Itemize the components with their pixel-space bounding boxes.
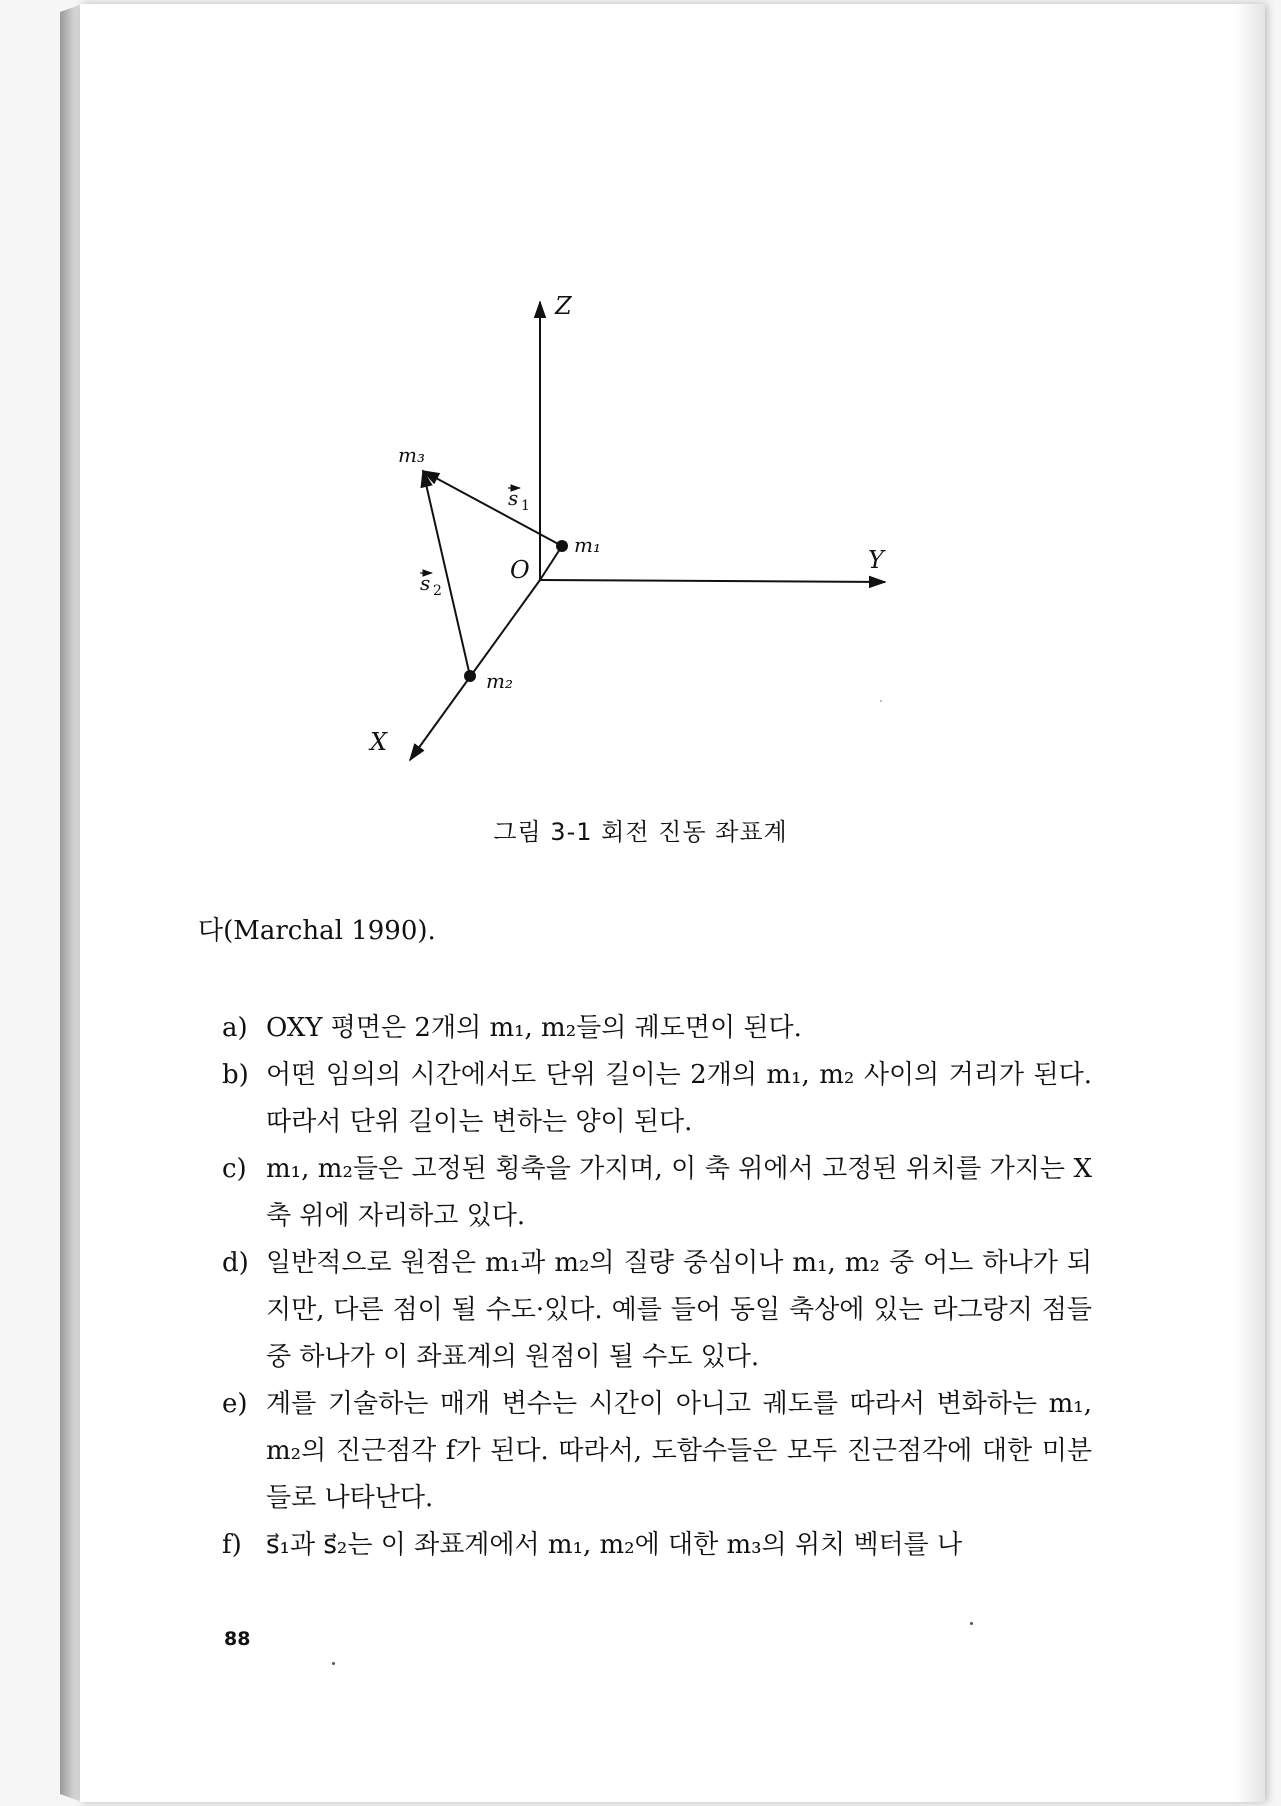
figure-caption: 그림 3-1 회전 진동 좌표계: [493, 818, 788, 846]
s2-index: 2: [433, 583, 442, 599]
item-text: s⃗₁과 s⃗₂는 이 좌표계에서 m₁, m₂에 대한 m₃의 위치 벡터를 나: [266, 1530, 963, 1560]
item-text: m₁, m₂들은 고정된 횡축을 가지며, 이 축 위에서 고정된 위치를 가지는 X축 위에 자리하고 있다.: [266, 1154, 1092, 1231]
item-marker: a): [222, 1013, 248, 1043]
x-axis-line: [410, 580, 540, 760]
s2-letter: s: [420, 571, 431, 595]
list-item: [222, 1240, 1092, 1381]
item-text: 계를 기술하는 매개 변수는 시간이 아니고 궤도를 따라서 변화하는 m₁, m₂의 진근점각 f가 된다. 따라서, 도함수들은 모두 진근점각에 대한 미분들로 나타난다.: [266, 1389, 1092, 1513]
s1-letter: s: [508, 486, 519, 510]
list-item: [222, 1522, 1092, 1569]
m2-point: [464, 670, 476, 682]
item-text: 일반적으로 원점은 m₁과 m₂의 질량 중심이나 m₁, m₂ 중 어느 하나가 되지만, 다른 점이 될 수도·있다. 예를 들어 동일 축상에 있는 라그랑지 점들 중 하나가 이 좌표계의 원점이 될 수도 있다.: [266, 1248, 1092, 1372]
m2-label: m₂: [486, 669, 513, 693]
condition-list: [222, 1005, 1092, 1569]
list-item: [222, 1381, 1092, 1522]
item-text: OXY 평면은 2개의 m₁, m₂들의 궤도면이 된다.: [266, 1013, 802, 1043]
lead-text: 다(Marchal 1990).: [198, 916, 436, 946]
item-marker: b): [222, 1060, 249, 1090]
print-speck: [880, 700, 882, 702]
m1-link-line: [540, 546, 562, 580]
book-spine: [60, 4, 82, 1802]
z-axis-label: Z: [555, 292, 572, 320]
item-marker: f): [222, 1530, 242, 1560]
origin-label: O: [510, 556, 530, 584]
m1-point: [556, 540, 568, 552]
m3-label: m₃: [398, 443, 425, 467]
print-speck: [970, 1622, 973, 1625]
y-axis-label: Y: [868, 546, 884, 574]
y-axis-line: [540, 580, 885, 582]
item-marker: c): [222, 1154, 247, 1184]
item-marker: e): [222, 1389, 248, 1419]
page-number: 88: [224, 1628, 251, 1650]
m1-label: m₁: [574, 533, 601, 557]
rotating-coordinate-diagram: [340, 290, 920, 770]
list-item: [222, 1005, 1092, 1052]
print-speck: [332, 1662, 335, 1665]
page-edge-shadow: [1235, 4, 1265, 1802]
s2-label: [420, 571, 442, 599]
list-item: [222, 1052, 1092, 1146]
item-marker: d): [222, 1248, 249, 1278]
s1-label: [508, 486, 530, 514]
x-axis-label: X: [370, 728, 388, 756]
s1-vector-line: [423, 471, 562, 546]
item-text: 어떤 임의의 시간에서도 단위 길이는 2개의 m₁, m₂ 사이의 거리가 된다. 따라서 단위 길이는 변하는 양이 된다.: [266, 1060, 1092, 1137]
list-item: [222, 1146, 1092, 1240]
s1-index: 1: [521, 498, 530, 514]
